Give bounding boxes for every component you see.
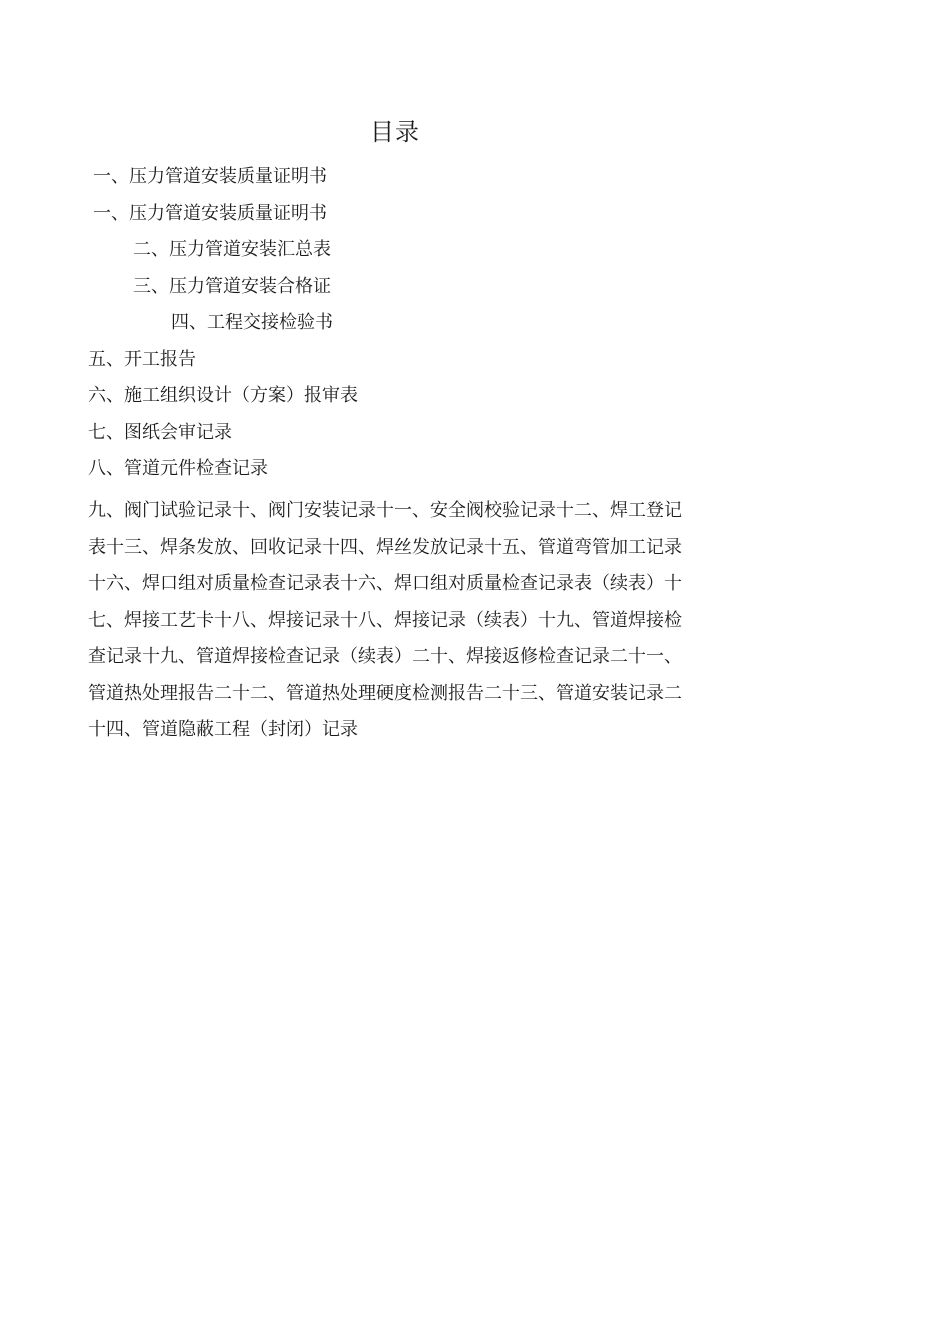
toc-entry-6: 五、开工报告 (88, 349, 196, 370)
toc-entry-1: 一、压力管道安装质量证明书 (93, 166, 327, 187)
toc-entry-3: 二、压力管道安装汇总表 (133, 239, 331, 260)
page-title: 目录 (370, 118, 420, 146)
toc-entry-7: 六、施工组织设计（方案）报审表 (88, 385, 358, 406)
toc-entry-9: 八、管道元件检查记录 (88, 458, 268, 479)
toc-entry-5: 四、工程交接检验书 (171, 312, 333, 333)
toc-entry-8: 七、图纸会审记录 (88, 422, 232, 443)
toc-paragraph: 九、阀门试验记录十、阀门安装记录十一、安全阀校验记录十二、焊工登记表十三、焊条发放、回收记录十四、焊丝发放记录十五、管道弯管加工记录十六、焊口组对质量检查记录表十六、焊口组对质量检查记录表（续表）十七、焊接工艺卡十八、焊接记录十八、焊接记录（续表）十九、管道焊接检查记录十九、管道焊接检查记录（续表）二十、焊接返修检查记录二十一、管道热处理报告二十二、管道热处理硬度检测报告二十三、管道安装记录二十四、管道隐蔽工程（封闭）记录 (88, 500, 682, 740)
toc-entry-4: 三、压力管道安装合格证 (133, 276, 331, 297)
toc-entry-2: 一、压力管道安装质量证明书 (93, 203, 327, 224)
